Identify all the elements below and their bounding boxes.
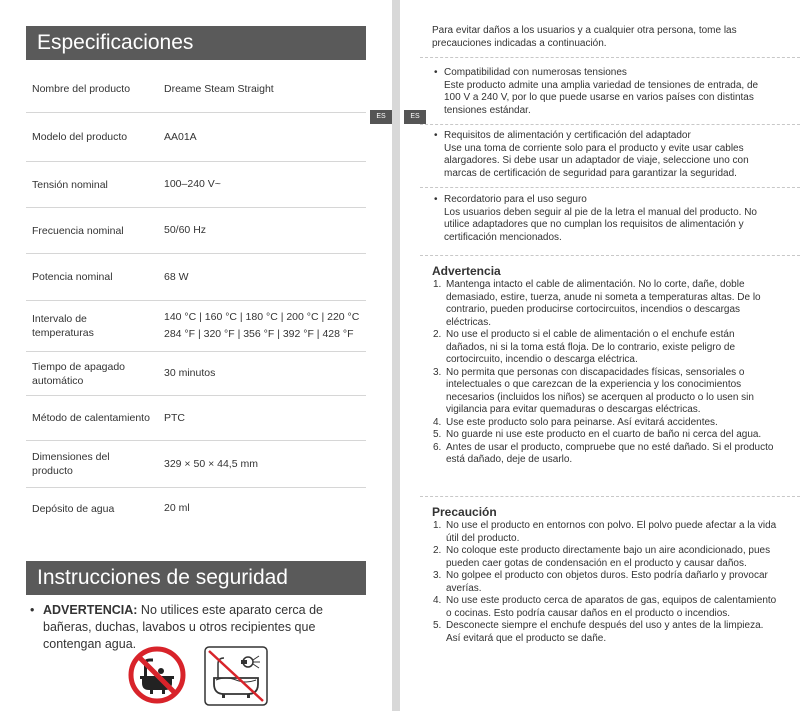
list-item: 5. No guarde ni use este producto en el cuarto de baño ni cerca del agua. — [433, 429, 762, 440]
bullet: • — [434, 67, 438, 78]
info-bullet-text: Use una toma de corriente solo para el producto y evite usar cables alargadores. Si debe usar un adaptador de viaje, seleccione uno con marcas de certificación de seguridad para garantizar la seguridad. — [444, 142, 749, 179]
list-item: 3. No permita que personas con discapacidades físicas, sensoriales o intelectuales o que carezcan de la experiencia y los conocimientos necesarios (incluidos los niños) se acerquen al producto o lo usen sin vigilancia para evitar quemaduras o descargas eléctricas. — [433, 366, 754, 415]
caution-heading: Precaución — [432, 505, 497, 519]
right-page — [400, 0, 800, 711]
spec-label: Método de calentamiento — [32, 412, 150, 424]
warning-heading: Advertencia — [432, 264, 501, 278]
spec-row — [26, 352, 366, 396]
spec-value: 284 °F | 320 °F | 356 °F | 392 °F | 428 °F — [164, 328, 354, 340]
spec-value: 30 minutos — [164, 367, 216, 379]
safety-title: Instrucciones de seguridad — [37, 566, 288, 589]
spec-row — [26, 162, 366, 208]
info-bullet — [432, 194, 777, 244]
bullet: • — [434, 194, 438, 205]
specifications-title: Especificaciones — [37, 31, 194, 54]
page-gutter — [392, 0, 400, 711]
info-bullet-text: Los usuarios deben seguir al pie de la letra el manual del producto. No utilice adaptadores que no cumplan los requisitos de alimentación y certificación mencionados. — [444, 206, 757, 243]
spec-value: 20 ml — [164, 502, 190, 514]
spec-row — [26, 488, 366, 529]
info-bullet-title: Recordatorio para el uso seguro — [444, 194, 587, 205]
spec-label: Tiempo de apagado automático — [32, 360, 126, 387]
list-item: 2. No use el producto si el cable de alimentación o el enchufe están dañados, ni si la toma está floja. De lo contrario, existe peligro de cortocircuito, incendio o descarga eléctrica. — [433, 329, 736, 365]
spec-row — [26, 254, 366, 301]
bullet: • — [434, 130, 438, 141]
spec-value: 140 °C | 160 °C | 180 °C | 200 °C | 220 °C — [164, 311, 360, 323]
language-tab: ES — [404, 110, 426, 124]
info-bullet — [432, 130, 777, 180]
spec-value: 50/60 Hz — [164, 224, 207, 236]
dashed-divider — [420, 187, 800, 188]
specifications-header — [26, 26, 366, 60]
info-bullet-title: Requisitos de alimentación y certificación del adaptador — [444, 130, 691, 141]
spec-value: Dreame Steam Straight — [164, 82, 274, 95]
list-item: 5. Desconecte siempre el enchufe después del uso y antes de la limpieza. Así evitará que el producto se dañe. — [433, 620, 764, 644]
dashed-divider — [420, 124, 800, 125]
spec-label: Frecuencia nominal — [32, 224, 124, 237]
spec-value: AA01A — [164, 130, 197, 143]
spec-row — [26, 441, 366, 488]
list-item: 4. Use este producto solo para peinarse. Así evitará accidentes. — [433, 416, 718, 428]
spec-label: Tensión nominal — [32, 178, 108, 191]
spec-label: Dimensiones del producto — [32, 451, 110, 477]
dashed-divider — [420, 57, 800, 58]
no-bathtub-icon — [128, 646, 186, 704]
warning-label: ADVERTENCIA: — [43, 603, 138, 617]
list-item: 3. No golpee el producto con objetos duros. Esto podría dañarlo y provocar averías. — [433, 570, 768, 594]
warning-section — [432, 264, 777, 467]
no-dryer-near-bathtub-icon — [204, 646, 268, 706]
caution-section — [432, 505, 777, 645]
spec-label: Depósito de agua — [32, 502, 115, 515]
spec-label: Potencia nominal — [32, 271, 113, 283]
spec-row — [26, 396, 366, 441]
spec-row — [26, 66, 366, 113]
spec-label: Nombre del producto — [32, 83, 131, 95]
info-bullet-title: Compatibilidad con numerosas tensiones — [444, 67, 627, 78]
dashed-divider — [420, 496, 800, 497]
list-item: 4. No use este producto cerca de aparatos de gas, equipos de calentamiento o cocinas. Esto podría causar daños en el producto o incendios. — [433, 595, 777, 619]
spec-value-group — [150, 309, 366, 343]
spec-row — [26, 113, 366, 162]
spec-value: 329 × 50 × 44,5 mm — [164, 457, 258, 470]
list-item: 2. No coloque este producto directamente bajo un aire acondicionado, pues pueden caer gotas de condensación en el producto y causar daños. — [433, 545, 771, 569]
spec-label: Intervalo de temperaturas — [32, 313, 94, 339]
bullet: • — [30, 603, 35, 617]
warning-icons — [128, 646, 268, 706]
language-tab: ES — [370, 110, 392, 124]
spec-row — [26, 301, 366, 352]
spec-value: PTC — [164, 411, 185, 424]
info-bullet-text: Este producto admite una amplia variedad de tensiones de entrada, de 100 V a 240 V, por lo que puede usarse en varios países con distintas tensiones estándar. — [444, 79, 759, 116]
spec-value: 100–240 V~ — [164, 178, 221, 190]
warning-text: No utilices este aparato cerca de bañeras, duchas, lavabos u otros recipientes que contengan agua. — [43, 603, 323, 651]
list-item: 1. Mantenga intacto el cable de alimentación. No lo corte, dañe, doble demasiado, estire, tuerza, anude ni someta a temperaturas altas. De lo contrario, pueden producirse cortocircuitos, incendios o descargas eléctricas. — [433, 279, 761, 328]
list-item: 6. Antes de usar el producto, compruebe que no esté dañado. Si el producto está dañado, deje de usarlo. — [433, 441, 774, 465]
list-item: 1. No use el producto en entornos con polvo. El polvo puede afectar a la vida útil del producto. — [433, 520, 777, 544]
spec-row — [26, 208, 366, 254]
left-page — [0, 0, 392, 711]
spec-value: 68 W — [164, 270, 189, 283]
specifications-table — [26, 66, 366, 529]
spec-label: Modelo del producto — [32, 131, 128, 143]
info-bullet — [432, 67, 777, 117]
safety-header — [26, 561, 366, 595]
intro-text: Para evitar daños a los usuarios y a cualquier otra persona, tome las precauciones indicadas a continuación. — [432, 25, 737, 49]
dashed-divider — [420, 255, 800, 256]
